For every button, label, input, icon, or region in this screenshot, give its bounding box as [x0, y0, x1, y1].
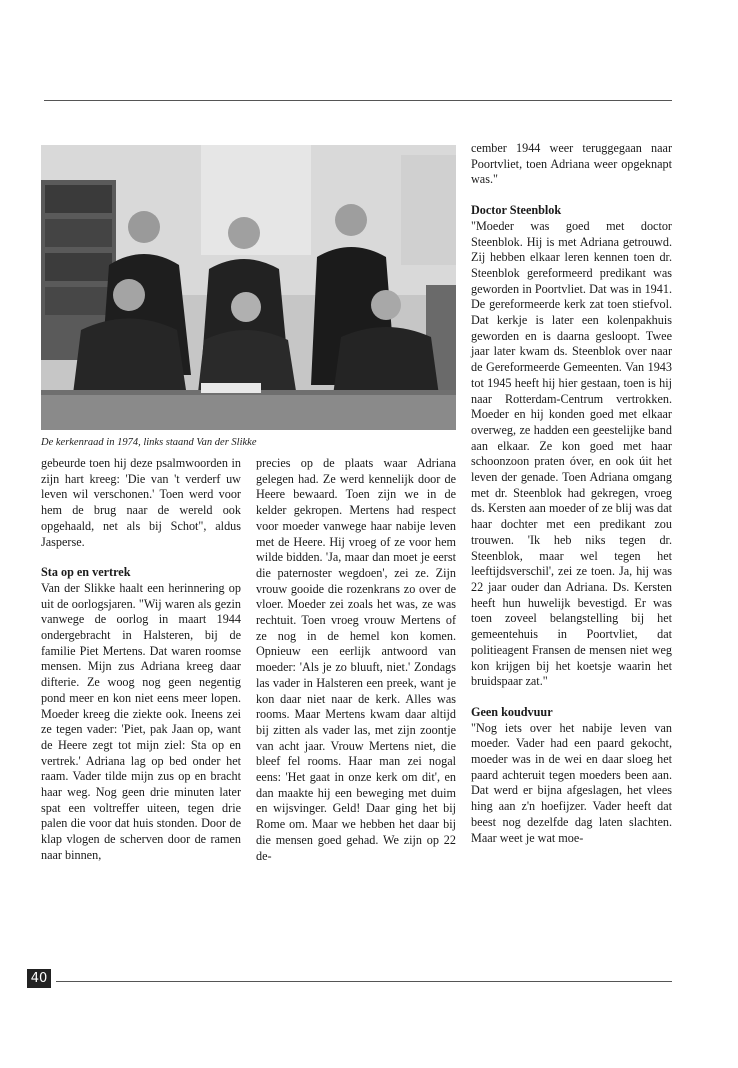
article-column-2 — [256, 456, 456, 864]
photo-illustration — [41, 145, 456, 430]
paragraph: "Nog iets over het nabije leven van moeder. Vader had een paard gekocht, moeder was in de wei en daar sloeg het paard achteruit tegen moeders been aan. Dat werd er bijna afgeslagen, het vlees hing aan z'n hoefijzer. Vader heeft dat beest nog dezelfde dag laten slachten. Maar weet je wat moe- — [471, 720, 672, 845]
top-rule — [44, 100, 672, 101]
bottom-rule — [56, 981, 672, 982]
paragraph: cember 1944 weer teruggegaan naar Poortvliet, toen Adriana weer opgeknapt was." — [471, 141, 672, 187]
paragraph: Van der Slikke haalt een herinnering op uit de oorlogsjaren. "Wij waren als gezin vanwege de oorlog in maart 1944 ondergebracht in Halsteren, bij de familie Piet Mertens. Dat waren roomse mensen. Mijn zus Adriana kreeg daar difterie. Ze woog nog geen negentig pond meer en kon niet eens meer lopen. Moeder kreeg die ziekte ook. Ineens zei ze tegen vader: 'Piet, pak Jaan op, want de Heere zegt tot mijn ziel: Sta op en vertrek.' Adriana lag op bed onder het raam. Vader tilde mijn zus op en bracht haar weg. Nog geen drie minuten later spat een voltreffer uiteen, tegen drie palen die voor dat huis stonden. Door de klap vlogen de scherven door de ramen naar binnen, — [41, 580, 241, 862]
paragraph: precies op de plaats waar Adriana gelegen had. Ze werd kennelijk door de Heere bewaard. Toen zijn we in de kelder gekropen. Mertens had respect voor moeder vanwege haar nabije leven met de Heere. Hij vroeg of ze voor hem wilde bidden. 'Ja, maar dan moet je eerst die paternoster wegdoen', zei ze. Zijn vrouw gooide die rozenkrans zo over de vloer. Moeder zei zoals het was, ze was rechtuit. Toen vroeg vrouw Mertens of ze nog in de hemel kon komen. Opnieuw een eerlijk antwoord van moeder: 'Als je zo bluuft, niet.' Zondags las vader in Halsteren een preek, want je kon daar niet naar de kerk. Alles was rooms. Maar Mertens kwam daar altijd bij zitten als vader las, met zijn zoontje van acht jaar. Vrouw Mertens niet, die bleef fel rooms. Haar man zei nogal eens: 'Het gaat in onze kerk om dit', en dan maakte hij een beweging met duim en wijsvinger. Geld! Daar ging het bij Rome om. Maar we hebben het daar bij die mensen goed gehad. We zijn op 22 de- — [256, 456, 456, 863]
article-column-1 — [41, 456, 241, 864]
article-column-3 — [471, 141, 672, 846]
section-heading: Sta op en vertrek — [41, 565, 131, 580]
page-number: 40 — [27, 969, 51, 988]
paragraph: gebeurde toen hij deze psalmwoorden in zijn hart kreeg: 'Die van 't verderf uw leven wil verschonen.' Toen werd voor hem de brug naar de wereld ook opgehaald, net als bij Schot", aldus Jasperse. — [41, 456, 241, 549]
church-council-photo — [41, 145, 456, 430]
photo-caption: De kerkenraad in 1974, links staand Van der Slikke — [41, 437, 257, 448]
section-heading: Geen koudvuur — [471, 704, 553, 719]
paragraph: "Moeder was goed met doctor Steenblok. Hij is met Adriana getrouwd. Zij hebben elkaar leren kennen toen dr. Steenblok gereformeerd predikant was geworden in Poortvliet. Dat was in 1941. De gereformeerde kerk zat toen stiefvol. Dat kerkje is later een kolenpakhuis geworden en is daarna gesloopt. Twee jaar later kwam ds. Steenblok over naar de Gereformeerde Gemeenten. Van 1943 tot 1945 heeft hij hier gestaan, toen is hij naar Rotterdam-Centrum vertrokken. Moeder en hij konden goed met elkaar overweg, ze hadden een geestelijke band aan elkaar. Ze kon goed met haar schoonzoon praten óver, en ook úit het leven der genade. Toen Adriana omgang met dr. Steenblok had gekregen, vroeg ds. Kersten aan moeder of ze blij was dat haar dochter met een predikant zou trouwen. 'Ik heb niks tegen dr. Steenblok, maar wel tegen het leeftijdsverschil', zei ze toen. Ja, hij was 22 jaar ouder dan Adriana. Ds. Kersten heeft hun huwelijk bevestigd. Er was toen zoveel belangstelling bij het gemeentehuis in Poortvliet, dat politieagent Fransen de mensen niet weg kon krijgen bij het koetsje waarin het bruidspaar zat." — [471, 218, 672, 689]
section-heading: Doctor Steenblok — [471, 203, 562, 218]
